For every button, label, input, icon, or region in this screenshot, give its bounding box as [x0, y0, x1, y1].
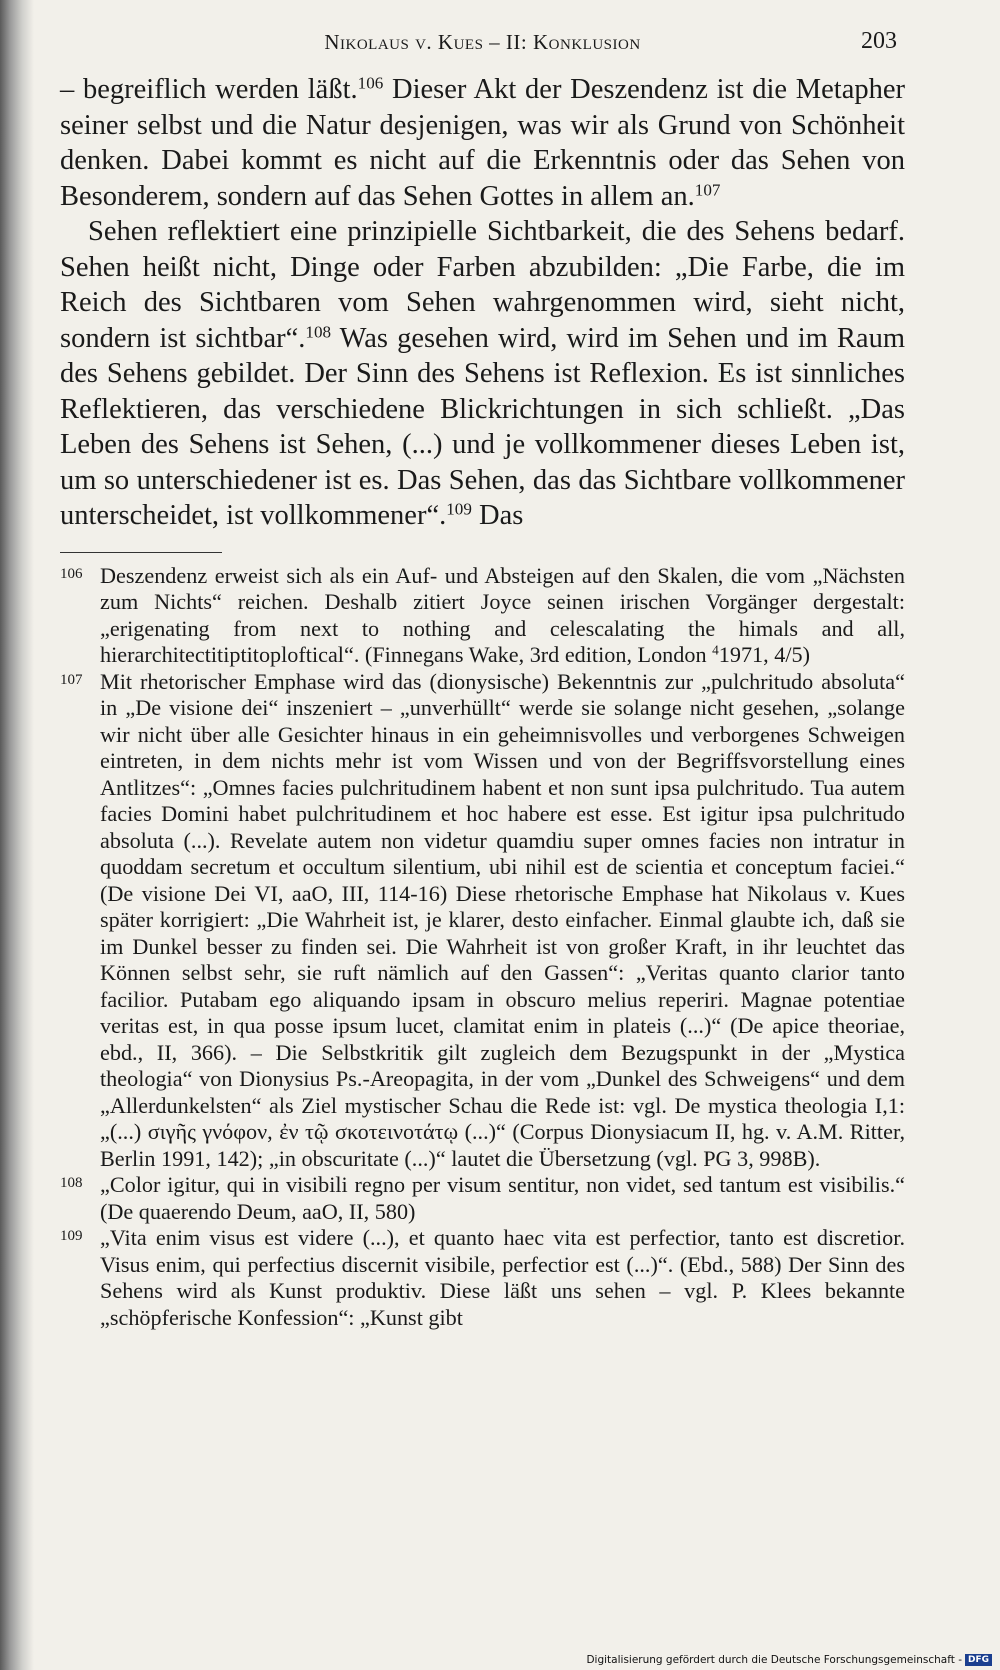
- text-run: „Vita enim visus est videre (...), et quanto haec vita est perfectior, tanto est discretior. Visus enim, qui perfectius discernit visibile, perfectior est (...)“. (Ebd., 588) Der Sinn des Sehens wird als Kunst produktiv. Diese läßt uns sehen – vgl. P. Klees bekannte „schöpferische Konfession“: „Kunst gibt: [100, 1225, 905, 1330]
- running-head: [60, 20, 905, 64]
- footnote-number: 109: [60, 1228, 83, 1244]
- footnote-reference: 109: [446, 499, 472, 519]
- page-number: 203: [861, 28, 897, 54]
- footnote: [60, 1225, 905, 1331]
- footnote: [60, 669, 905, 1173]
- digitization-footer: [586, 1654, 992, 1666]
- footnote-separator: [60, 552, 222, 553]
- running-title: Nikolaus v. Kues – II: Konklusion: [324, 30, 641, 54]
- footnote-number: 106: [60, 565, 83, 582]
- book-page: [60, 20, 905, 1331]
- text-run: Das: [471, 500, 524, 531]
- footnote-text: [100, 563, 905, 669]
- main-text: [60, 72, 905, 534]
- text-run: Was gesehen wird, wird im Sehen und im Raum des Sehens gebildet. Der Sinn des Sehens ist Reflexion. Es ist sinnliches Reflektieren, das verschiedene Blickrichtungen in sich schließt. „Das Leben des Sehens ist Sehen, (...) und je vollkommener dieses Leben ist, um so unterschiedener ist es. Das Sehen, das das Sichtbare vollkommener unterscheidet, ist vollkommener“.: [60, 322, 905, 531]
- paragraph: [60, 214, 905, 534]
- footnote-reference: 4: [712, 642, 719, 658]
- footnote: [60, 1172, 905, 1225]
- dfg-logo: DFG: [965, 1654, 992, 1666]
- book-spine-shadow: [0, 0, 34, 1670]
- footnote-text: [100, 1172, 905, 1225]
- text-run: – begreiflich werden läßt.: [60, 74, 358, 105]
- paragraph: [60, 72, 905, 214]
- footnote: [60, 563, 905, 669]
- text-run: „Color igitur, qui in visibili regno per visum sentitur, non videt, sed tantum est visibilis.“ (De quaerendo Deum, aaO, II, 580): [100, 1172, 905, 1224]
- footnote-text: [100, 669, 905, 1173]
- footnote-reference: 108: [305, 322, 332, 342]
- footnote-reference: 106: [357, 73, 384, 93]
- footnote-number: 108: [60, 1175, 83, 1191]
- footnotes: [60, 563, 905, 1332]
- text-run: Deszendenz erweist sich als ein Auf- und Absteigen auf den Skalen, die vom „Nächsten zum Nichts“ reichen. Deshalb zitiert Joyce seinen irischen Vorgänger dergestalt: „erigenating from next to nothing and celescalating the himals and all, hierarchitectitiptitoploftical“. (Finnegans Wake, 3rd edition, London: [100, 562, 905, 667]
- text-run: Mit rhetorischer Emphase wird das (dionysische) Bekenntnis zur „pulchritudo absoluta“ in „De visione dei“ inszeniert – „unverhüllt“ werde sie solange nicht gesehen, „solange wir nicht über alle Gesichter hinaus in ein geheimnisvolles und verborgenes Schweigen eintreten, in dem nichts mehr ist vom Wissen und von der Begriffsvorstellung eines Antlitzes“: „Omnes facies pulchritudinem habent et non sunt ipsa pulchritudo. Tua autem facies Domini habet pulchritudinem et hoc habere est esse. Est igitur ipsa pulchritudo absoluta (...). Revelate autem non videtur quamdiu super omnes facies non intratur in quoddam secretum et occultum silentium, ubi nihil est de scientia et conceptum faciei.“ (De visione Dei VI, aaO, III, 114-16) Diese rhetorische Emphase hat Nikolaus v. Kues später korrigiert: „Die Wahrheit ist, je klarer, desto einfacher. Einmal glaubte ich, daß sie im Dunkel besser zu finden sei. Die Wahrheit ist von großer Kraft, in ihr leuchtet das Können selbst sehr, sie ruft nämlich auf den Gassen“: „Veritas quanto clarior tanto facilior. Putabam ego aliquando ipsam in obscuro melius reperiri. Magnae potentiae veritas est, in qua posse ipsum lucet, clamitat enim in plateis (...)“ (De apice theoriae, ebd., II, 366). – Die Selbstkritik gilt zugleich dem Bezugspunkt in der „Mystica theologia“ von Dionysius Ps.-Areopagita, in der vom „Dunkel des Schweigens“ und dem „Allerdunkelsten“ als Ziel mystischer Schau die Rede ist: vgl. De mystica theologia I,1: „(...) σιγῆς γνόφον, ἐν τῷ σκοτεινοτάτῳ (...)“ (Corpus Dionysiacum II, hg. v. A.M. Ritter, Berlin 1991, 142); „in obscuritate (...)“ lautet die Übersetzung (vgl. PG 3, 998B).: [100, 668, 905, 1171]
- text-run: Sehen reflektiert eine prinzipielle Sichtbarkeit, die des Sehens bedarf. Sehen heißt nicht, Dinge oder Farben abzubilden: „Die Farbe, die im Reich des Sichtbaren vom Sehen wahrgenommen wird, sieht nicht, sondern ist sichtbar“.: [60, 216, 905, 354]
- funding-note: Digitalisierung gefördert durch die Deutsche Forschungsgemeinschaft -: [586, 1654, 962, 1666]
- text-run: Dieser Akt der Deszendenz ist die Metapher seiner selbst und die Natur desjenigen, was wir als Grund von Schönheit denken. Dabei kommt es nicht auf die Erkenntnis oder das Sehen von Besonderem, sondern auf das Sehen Gottes in allem an.: [60, 74, 905, 212]
- text-run: 1971, 4/5): [718, 642, 810, 667]
- footnote-reference: 107: [694, 180, 721, 200]
- footnote-number: 107: [60, 671, 83, 688]
- footnote-text: [100, 1225, 905, 1331]
